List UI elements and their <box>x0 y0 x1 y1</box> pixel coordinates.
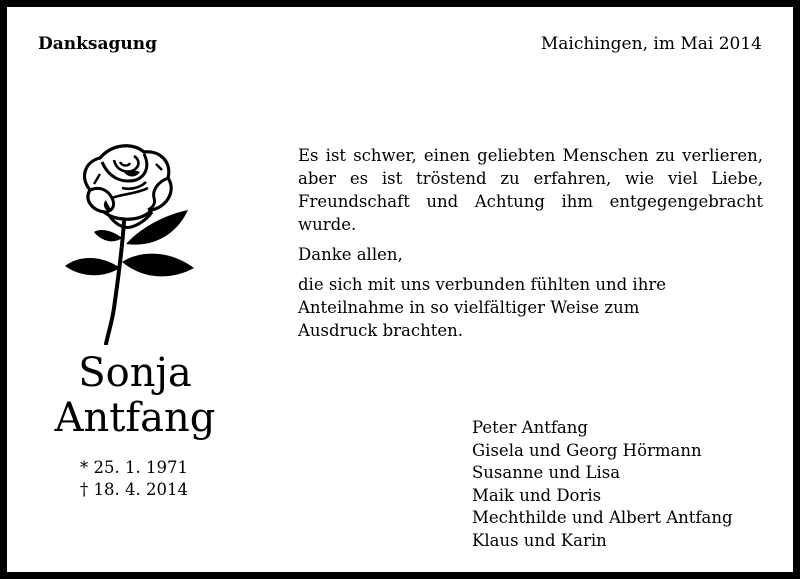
message-line: wurde. <box>298 215 357 234</box>
message-line: Es ist schwer, einen geliebten Menschen zu verlieren, <box>298 146 763 165</box>
signers-list <box>472 417 733 552</box>
notice-heading: Danksagung <box>38 34 157 54</box>
rose-icon <box>60 140 200 345</box>
death-date: † 18. 4. 2014 <box>80 480 188 499</box>
deceased-last-name: Antfang <box>54 395 216 441</box>
message-line: aber es ist tröstend zu erfahren, wie viel Liebe, <box>298 169 763 188</box>
message-line: die sich mit uns verbunden fühlten und ihre <box>298 275 666 294</box>
deceased-first-name: Sonja <box>78 350 192 396</box>
thanks-line: Danke allen, <box>298 245 403 264</box>
signer-name: Susanne und Lisa <box>472 463 621 482</box>
message-line: Ausdruck brachten. <box>298 321 463 340</box>
signer-name: Peter Antfang <box>472 418 588 437</box>
signer-name: Maik und Doris <box>472 485 602 505</box>
message-line: Freundschaft und Achtung ihm entgegengebracht <box>298 192 763 211</box>
signer-name: Mechthilde und Albert Antfang <box>472 508 733 527</box>
message-text <box>298 144 763 349</box>
message-line: Anteilnahme in so vielfältiger Weise zum <box>298 298 640 317</box>
signer-name: Gisela und Georg Hörmann <box>472 440 702 460</box>
place-date: Maichingen, im Mai 2014 <box>540 34 762 54</box>
life-dates <box>80 457 188 501</box>
signer-name: Klaus und Karin <box>472 530 607 550</box>
birth-date: * 25. 1. 1971 <box>80 458 188 477</box>
